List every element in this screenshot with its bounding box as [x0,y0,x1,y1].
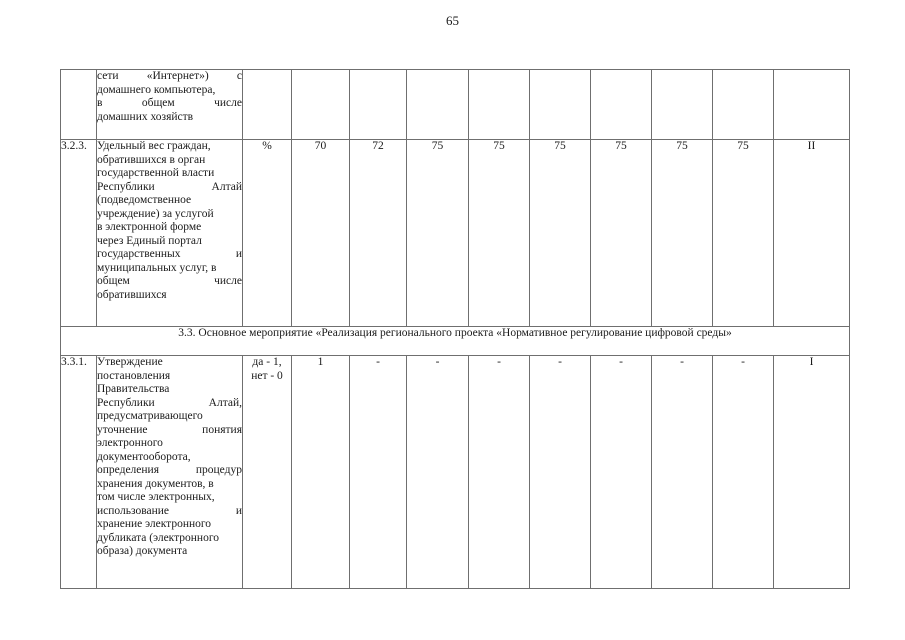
description-line: домашних хозяйств [97,110,194,123]
unit-cell [243,70,292,140]
value-cell [652,70,713,140]
description-line [97,505,242,519]
description-line: предусматривающего [97,410,203,422]
description-word: числе [214,275,242,287]
description-line: обратившихся [97,288,167,301]
page-number: 65 [446,13,459,28]
table-row [61,140,850,327]
value-cell: - [713,356,774,589]
value-cell: - [591,356,652,589]
unit-cell: % [243,140,292,327]
description-word: и [235,248,242,260]
description-line [97,248,242,262]
description-line: обратившихся в орган [97,153,206,166]
value-cell [713,70,774,140]
level-cell [774,70,850,140]
description-word: уточнение [97,423,148,436]
description-line: Правительства [97,383,170,395]
description-line [97,275,242,289]
description-line [97,70,242,84]
description-line: хранение электронного [97,518,212,530]
value-cell [469,70,530,140]
description-line: хранения документов, в [97,477,214,490]
value-cell: 75 [407,140,469,327]
description-line: дубликата (электронного [97,531,220,544]
value-cell: - [407,356,469,589]
value-cell [530,70,591,140]
description-word: Республики [97,396,155,409]
description-line: муниципальных услуг, в [97,261,217,274]
table-row [61,327,850,356]
value-cell: 75 [469,140,530,327]
unit-cell [243,356,292,589]
table-row [61,70,850,140]
value-cell: 75 [530,140,591,327]
description-word: в [97,97,103,109]
value-cell: - [350,356,407,589]
value-cell: 75 [652,140,713,327]
description-line: Утверждение [97,356,163,368]
level-cell: II [774,140,850,327]
description-line [97,97,242,111]
indicator-description [97,140,243,327]
unit-line: да - 1, [252,356,282,368]
description-word: Республики [97,180,155,193]
description-word: Алтай [211,180,242,193]
value-cell: - [469,356,530,589]
description-word: и [235,504,242,517]
unit-line: нет - 0 [251,369,283,382]
value-cell [350,70,407,140]
description-line [97,464,242,478]
description-word: использование [97,504,170,517]
description-word: определения [97,464,160,476]
description-line: государственной власти [97,167,215,179]
row-number: 3.3.1. [61,356,97,589]
description-line: (подведомственное [97,194,192,206]
description-word: государственных [97,248,181,260]
description-line: через Единый портал [97,234,202,247]
description-word: с [236,70,242,82]
row-number [61,70,97,140]
description-line: постановления [97,369,171,382]
row-number: 3.2.3. [61,140,97,327]
level-cell: I [774,356,850,589]
description-line: документооборота, [97,450,191,463]
description-word: процедур [195,464,242,476]
description-line: домашнего компьютера, [97,83,216,96]
description-word: сети [97,70,119,82]
value-cell: 1 [292,356,350,589]
value-cell [591,70,652,140]
description-word: Алтай, [208,396,242,409]
indicator-description [97,70,243,140]
value-cell: 75 [713,140,774,327]
section-heading: 3.3. Основное мероприятие «Реализация регионального проекта «Нормативное регулирование цифровой среды» [61,327,850,356]
description-line: образа) документа [97,545,188,557]
description-word: «Интернет») [146,70,209,82]
description-word: понятия [202,423,242,436]
value-cell: 72 [350,140,407,327]
value-cell [292,70,350,140]
indicator-description [97,356,243,589]
description-word: общем [141,97,175,109]
table-row [61,356,850,589]
description-line: учреждение) за услугой [97,207,214,220]
description-line [97,181,242,195]
value-cell: 70 [292,140,350,327]
value-cell: 75 [591,140,652,327]
value-cell [407,70,469,140]
value-cell: - [652,356,713,589]
description-word: числе [214,97,242,109]
value-cell: - [530,356,591,589]
description-word: общем [97,275,130,287]
description-line [97,397,242,411]
description-line: в электронной форме [97,221,202,233]
description-line: том числе электронных, [97,491,215,503]
indicators-table [60,69,850,589]
description-line: Удельный вес граждан, [97,140,211,152]
description-line [97,424,242,438]
description-line: электронного [97,437,163,449]
